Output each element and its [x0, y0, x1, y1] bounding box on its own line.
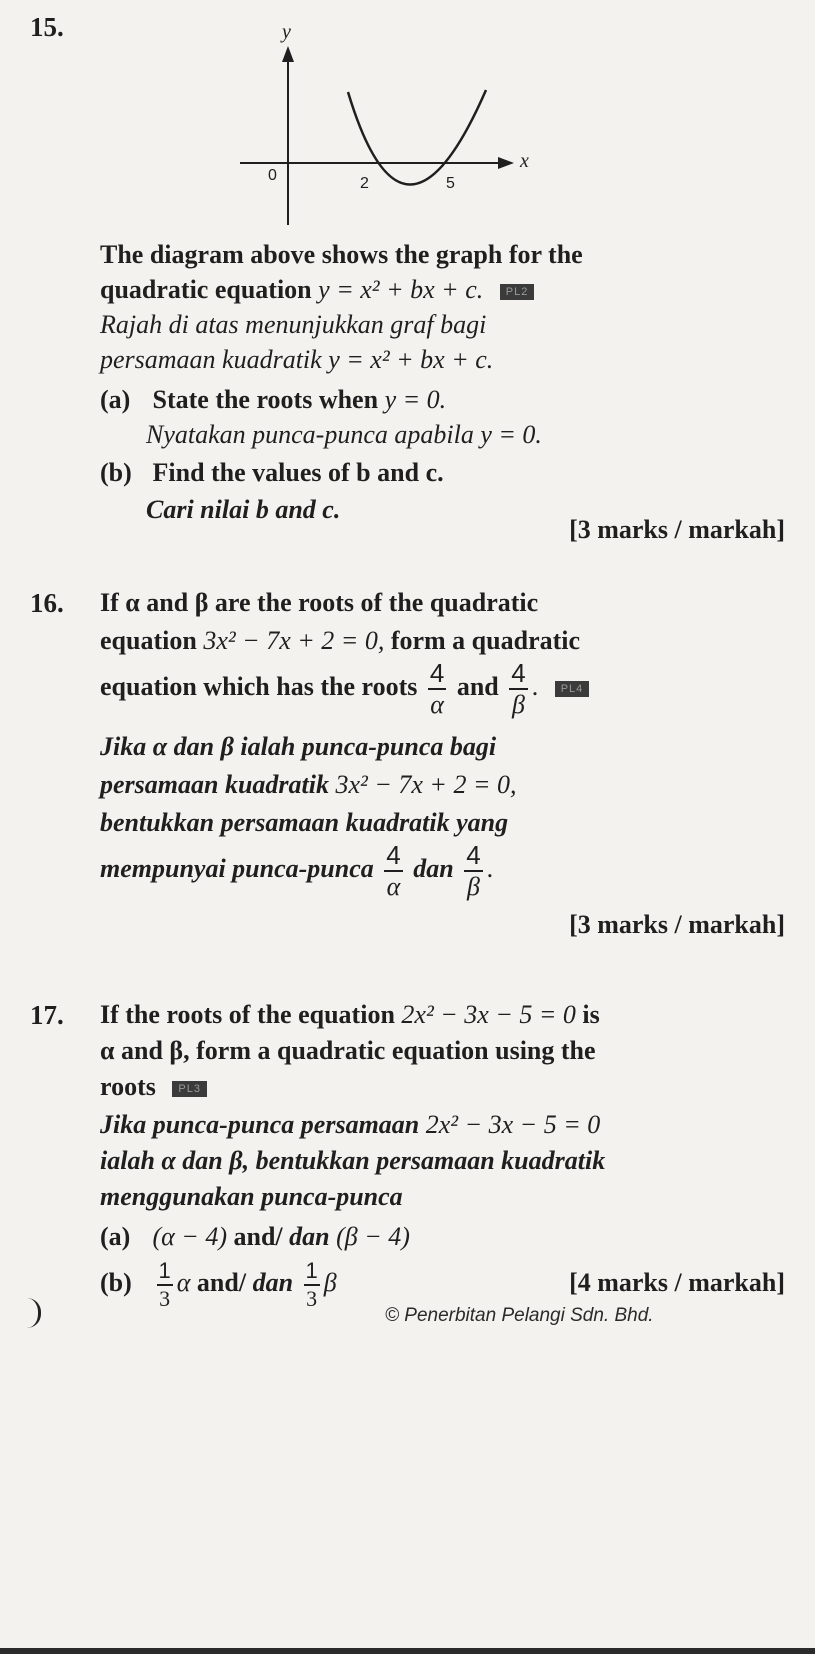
- bottom-edge-bar: [0, 1648, 815, 1654]
- q16-english-line-3: equation which has the roots $\frac{4}{\alpha}$ and $\frac{4}{\beta}$ . PL4: [100, 660, 589, 718]
- root-label-2: 2: [360, 175, 369, 192]
- q15-part-a-malay: Nyatakan punca-punca apabila y = 0.: [146, 420, 542, 449]
- origin-label: 0: [268, 167, 277, 184]
- q16-marks: [3 marks / markah]: [569, 910, 785, 939]
- q16-malay-line-2: persamaan kuadratik 3x² − 7x + 2 = 0,: [100, 770, 517, 799]
- q17-marks: [4 marks / markah]: [569, 1268, 785, 1297]
- parabola-curve: [348, 90, 486, 185]
- equation: 3x² − 7x + 2 = 0,: [335, 770, 517, 799]
- level-badge: PL3: [172, 1081, 207, 1097]
- q16-english-line-1: If α and β are the roots of the quadratic: [100, 588, 539, 617]
- q16-english-line-2: equation 3x² − 7x + 2 = 0, form a quadratic: [100, 626, 581, 655]
- fraction-1-over-3: $\frac{1}{3}$: [305, 1258, 318, 1311]
- equation: 2x² − 3x − 5 = 0: [425, 1110, 601, 1139]
- q15-malay-line-2: persamaan kuadratik y = x² + bx + c.: [100, 345, 494, 374]
- q15-part-b-malay: Cari nilai b and c.: [146, 495, 341, 524]
- fraction-4-over-beta: $\frac{4}{\beta}$: [511, 658, 526, 719]
- question-number: 15.: [30, 12, 64, 42]
- q15-english-line-1: The diagram above shows the graph for the: [100, 240, 583, 269]
- equation: y = x² + bx + c.: [328, 345, 494, 374]
- fraction-4-over-beta: $\frac{4}{\beta}$: [466, 840, 481, 901]
- question-number: 17.: [30, 1000, 64, 1030]
- q16-malay-line-1: Jika α dan β ialah punca-punca bagi: [100, 732, 497, 761]
- level-badge: PL2: [500, 284, 535, 300]
- fraction-1-over-3: $\frac{1}{3}$: [158, 1258, 171, 1311]
- root-label-5: 5: [446, 175, 455, 192]
- q15-part-a-english: (a) State the roots when y = 0.: [100, 385, 447, 414]
- x-axis-label: x: [520, 150, 529, 172]
- x-axis-arrow: [498, 157, 514, 169]
- equation: 3x² − 7x + 2 = 0,: [203, 626, 385, 655]
- q17-part-a: (a) (α − 4) and/ dan (β − 4): [100, 1222, 410, 1251]
- fraction-4-over-alpha: $\frac{4}{\alpha}$: [429, 658, 445, 719]
- q17-english-line-1: If the roots of the equation 2x² − 3x − 5 = 0 is: [100, 1000, 600, 1029]
- y-axis-label: y: [282, 21, 291, 43]
- question-15: [30, 0, 785, 560]
- equation: y = x² + bx + c.: [318, 275, 484, 304]
- q17-malay-line-3: menggunakan punca-punca: [100, 1182, 403, 1211]
- page-edge-mark: [26, 1298, 41, 1328]
- q15-malay-line-1: Rajah di atas menunjukkan graf bagi: [100, 310, 487, 339]
- q17-malay-line-1: Jika punca-punca persamaan 2x² − 3x − 5 = 0: [100, 1110, 601, 1139]
- question-16: [30, 580, 785, 940]
- q16-malay-line-3: bentukkan persamaan kuadratik yang: [100, 808, 509, 837]
- q16-malay-line-4: mempunyai punca-punca $\frac{4}{\alpha}$ dan $\frac{4}{\beta}$ .: [100, 840, 494, 901]
- question-number: 16.: [30, 588, 64, 618]
- q15-part-b-english: (b) Find the values of b and c.: [100, 458, 444, 487]
- copyright-footer: © Penerbitan Pelangi Sdn. Bhd.: [385, 1305, 654, 1326]
- fraction-4-over-alpha: $\frac{4}{\alpha}$: [386, 840, 401, 901]
- q17-english-line-2: α and β, form a quadratic equation using the: [100, 1036, 596, 1065]
- equation: 2x² − 3x − 5 = 0: [401, 1000, 576, 1029]
- quadratic-graph: [220, 20, 529, 230]
- q15-marks: [3 marks / markah]: [569, 515, 785, 544]
- q15-english-line-2: quadratic equation y = x² + bx + c. PL2: [100, 275, 534, 305]
- y-axis-arrow: [282, 46, 294, 62]
- question-17: [30, 992, 785, 1311]
- q17-malay-line-2: ialah α dan β, bentukkan persamaan kuadratik: [100, 1146, 606, 1175]
- q17-part-b: (b) $\frac{1}{3}$ α and/ dan $\frac{1}{3}$ β: [100, 1258, 337, 1311]
- level-badge: PL4: [555, 681, 590, 697]
- q17-english-line-3: roots PL3: [100, 1072, 207, 1102]
